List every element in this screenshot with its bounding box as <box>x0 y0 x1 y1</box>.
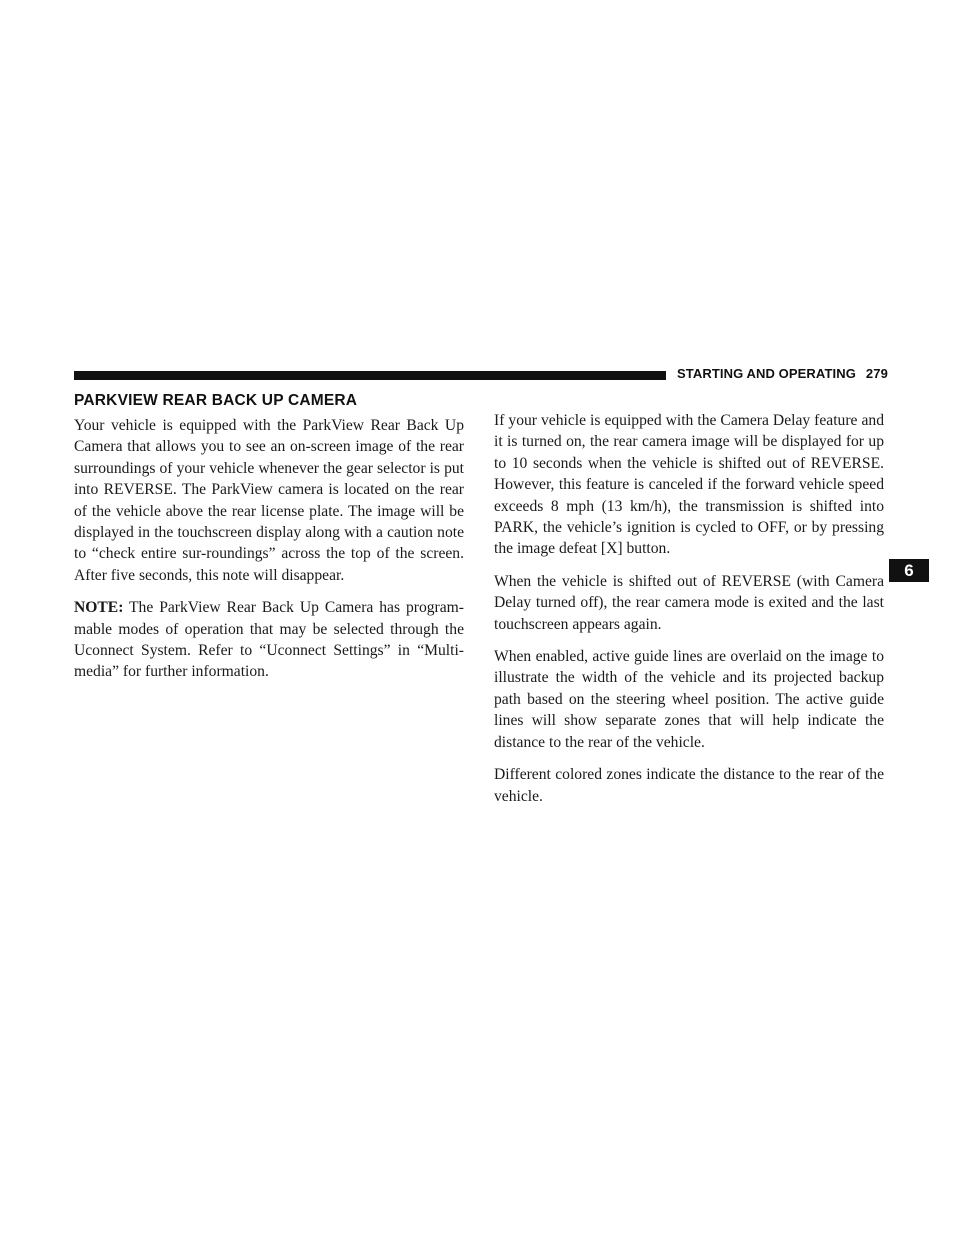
section-title: PARKVIEW REAR BACK UP CAMERA <box>74 392 358 409</box>
chapter-tab: 6 <box>889 559 929 582</box>
right-column <box>494 410 884 818</box>
header-rule <box>74 371 666 380</box>
running-header <box>677 366 888 381</box>
intro-paragraph: Your vehicle is equipped with the ParkView Rear Back Up Camera that allows you to see an on-screen image of the rear surroundings of your vehicle whenever the gear selector is put into REVERSE. The ParkView camera is located on the rear of the vehicle above the rear license plate. The image will be displayed in the touchscreen display along with a caution note to “check entire sur-roundings” across the top of the screen. After five seconds, this note will disappear. <box>74 417 464 584</box>
colored-zones-paragraph: Different colored zones indicate the distance to the rear of the vehicle. <box>494 766 884 805</box>
note-paragraph <box>74 597 464 683</box>
page-number: 279 <box>865 366 888 381</box>
note-label: NOTE: <box>74 599 124 617</box>
reverse-exit-paragraph: When the vehicle is shifted out of REVERSE (with Camera Delay turned off), the rear camera mode is exited and the last touchscreen appears again. <box>494 572 884 633</box>
guide-lines-paragraph: When enabled, active guide lines are overlaid on the image to illustrate the width of the vehicle and its projected backup path based on the steering wheel position. The active guide lines will show separate zones that will help indicate the distance to the rear of the vehicle. <box>494 648 884 751</box>
camera-delay-paragraph: If your vehicle is equipped with the Camera Delay feature and it is turned on, the rear camera image will be displayed for up to 10 seconds when the vehicle is shifted out of REVERSE. However, this feature is canceled if the forward vehicle speed exceeds 8 mph (13 km/h), the transmission is shifted into PARK, the vehicle’s ignition is cycled to OFF, or by pressing the image defeat [X] button. <box>494 412 884 558</box>
left-column <box>74 392 464 694</box>
note-text: The ParkView Rear Back Up Camera has program-mable modes of operation that may be selected through the Uconnect System. Refer to “Uconnect Settings” in “Multi-media” for further information. <box>74 599 464 681</box>
section-name: STARTING AND OPERATING <box>677 366 856 381</box>
